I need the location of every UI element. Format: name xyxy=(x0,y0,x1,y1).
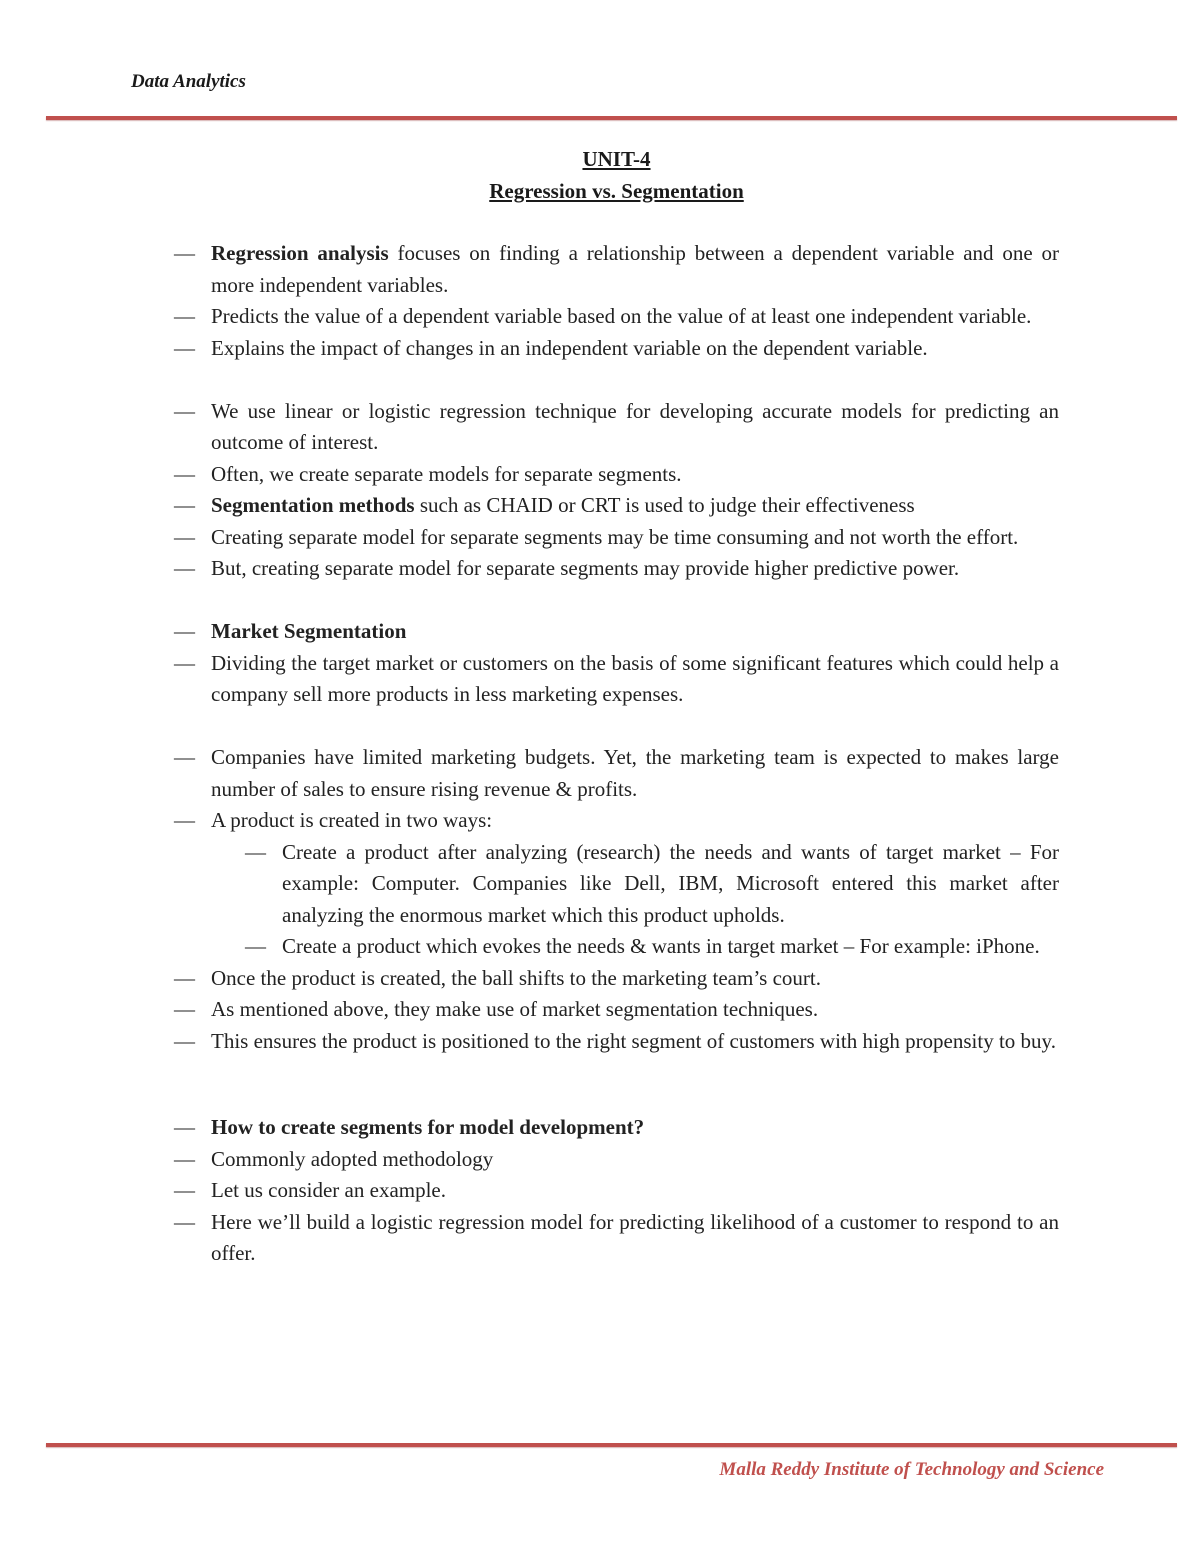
bullet-dash: — xyxy=(174,650,195,675)
bullet-dash: — xyxy=(174,965,195,990)
list-item xyxy=(174,1175,1059,1207)
bullet-list xyxy=(174,238,1059,1270)
bullet-dash: — xyxy=(174,524,195,549)
list-item xyxy=(174,1112,1059,1144)
bold-term: Regression analysis xyxy=(211,241,389,265)
bullet-dash: — xyxy=(174,241,195,265)
list-item xyxy=(174,805,1059,837)
footer-institution: Malla Reddy Institute of Technology and Science xyxy=(719,1459,1104,1480)
item-body: We use linear or logistic regression technique for developing accurate models for predicting an outcome of interest. xyxy=(211,398,1059,454)
item-body: Create a product after analyzing (research) the needs and wants of target market – For example: Computer. Companies like Dell, IBM, Microsoft entered this market after analyzing the enormous market which this product upholds. xyxy=(282,839,1059,927)
item-text xyxy=(211,238,1059,301)
subheading: How to create segments for model development? xyxy=(211,1115,645,1139)
item-text xyxy=(211,490,1059,522)
item-body: Here we’ll build a logistic regression model for predicting likelihood of a customer to respond to an offer. xyxy=(211,1209,1059,1265)
bullet-dash: — xyxy=(174,556,195,580)
bullet-dash: — xyxy=(174,619,195,643)
list-item xyxy=(174,459,1059,491)
footer-rule xyxy=(46,1443,1177,1447)
list-item xyxy=(174,238,1059,301)
item-body: Companies have limited marketing budgets. Yet, the marketing team is expected to makes large number of sales to ensure rising revenue & profits. xyxy=(211,745,1059,801)
subheading: Market Segmentation xyxy=(211,619,407,643)
bullet-dash: — xyxy=(174,304,195,328)
list-item xyxy=(174,1026,1059,1058)
spacer xyxy=(174,585,1059,617)
bullet-dash: — xyxy=(174,335,195,360)
item-body: As mentioned above, they make use of market segmentation techniques. xyxy=(211,997,819,1021)
list-item xyxy=(174,396,1059,459)
bullet-dash: — xyxy=(174,808,195,832)
bullet-dash: — xyxy=(245,934,266,958)
item-body: focuses on finding a relationship between a dependent variable and one or more independent variables. xyxy=(211,241,1059,297)
list-item xyxy=(174,963,1059,995)
item-body: such as CHAID or CRT is used to judge their effectiveness xyxy=(414,493,915,517)
list-item xyxy=(174,994,1059,1026)
spacer xyxy=(174,711,1059,743)
item-body: But, creating separate model for separate segments may provide higher predictive power. xyxy=(211,556,960,580)
item-body: Predicts the value of a dependent variable based on the value of at least one independent variable. xyxy=(211,304,1032,328)
bullet-dash: — xyxy=(174,745,195,769)
list-item xyxy=(174,301,1059,333)
header-rule xyxy=(46,116,1177,120)
item-body: Create a product which evokes the needs & wants in target market – For example: iPhone. xyxy=(282,934,1040,958)
list-item xyxy=(174,648,1059,711)
list-item xyxy=(174,1207,1059,1270)
bullet-dash: — xyxy=(174,398,195,423)
list-item xyxy=(174,522,1059,554)
bullet-dash: — xyxy=(174,1115,195,1139)
unit-heading: UNIT-4 xyxy=(582,147,651,171)
bullet-dash: — xyxy=(174,997,195,1021)
item-body: A product is created in two ways: xyxy=(211,808,493,832)
spacer xyxy=(174,364,1059,396)
section-heading: Regression vs. Segmentation xyxy=(489,179,744,203)
item-body: Once the product is created, the ball shifts to the marketing team’s court. xyxy=(211,965,821,990)
list-item xyxy=(174,490,1059,522)
list-item xyxy=(174,333,1059,365)
item-body: Commonly adopted methodology xyxy=(211,1146,494,1171)
list-item xyxy=(174,742,1059,805)
bold-term: Segmentation methods xyxy=(211,493,415,517)
item-body: Explains the impact of changes in an independent variable on the dependent variable. xyxy=(211,335,928,360)
item-body: Dividing the target market or customers on the basis of some significant features which could help a company sell more products in less marketing expenses. xyxy=(211,650,1059,706)
item-body: Creating separate model for separate segments may be time consuming and not worth the effort. xyxy=(211,524,1019,549)
running-header-title: Data Analytics xyxy=(131,71,246,92)
item-body: This ensures the product is positioned to the right segment of customers with high propensity to buy. xyxy=(211,1028,1056,1053)
sub-list-item xyxy=(245,837,1059,932)
bullet-dash: — xyxy=(174,1028,195,1053)
bullet-dash: — xyxy=(174,461,195,486)
list-item xyxy=(174,1144,1059,1176)
list-item xyxy=(174,553,1059,585)
list-item xyxy=(174,616,1059,648)
sub-list-item xyxy=(245,931,1059,963)
item-body: Let us consider an example. xyxy=(211,1178,446,1202)
bullet-dash: — xyxy=(174,1146,195,1171)
bullet-dash: — xyxy=(174,1209,195,1234)
item-body: Often, we create separate models for separate segments. xyxy=(211,461,682,486)
bullet-dash: — xyxy=(245,839,266,864)
bullet-dash: — xyxy=(174,493,195,517)
title-block xyxy=(0,143,1200,207)
bullet-dash: — xyxy=(174,1178,195,1202)
spacer xyxy=(174,1057,1059,1112)
